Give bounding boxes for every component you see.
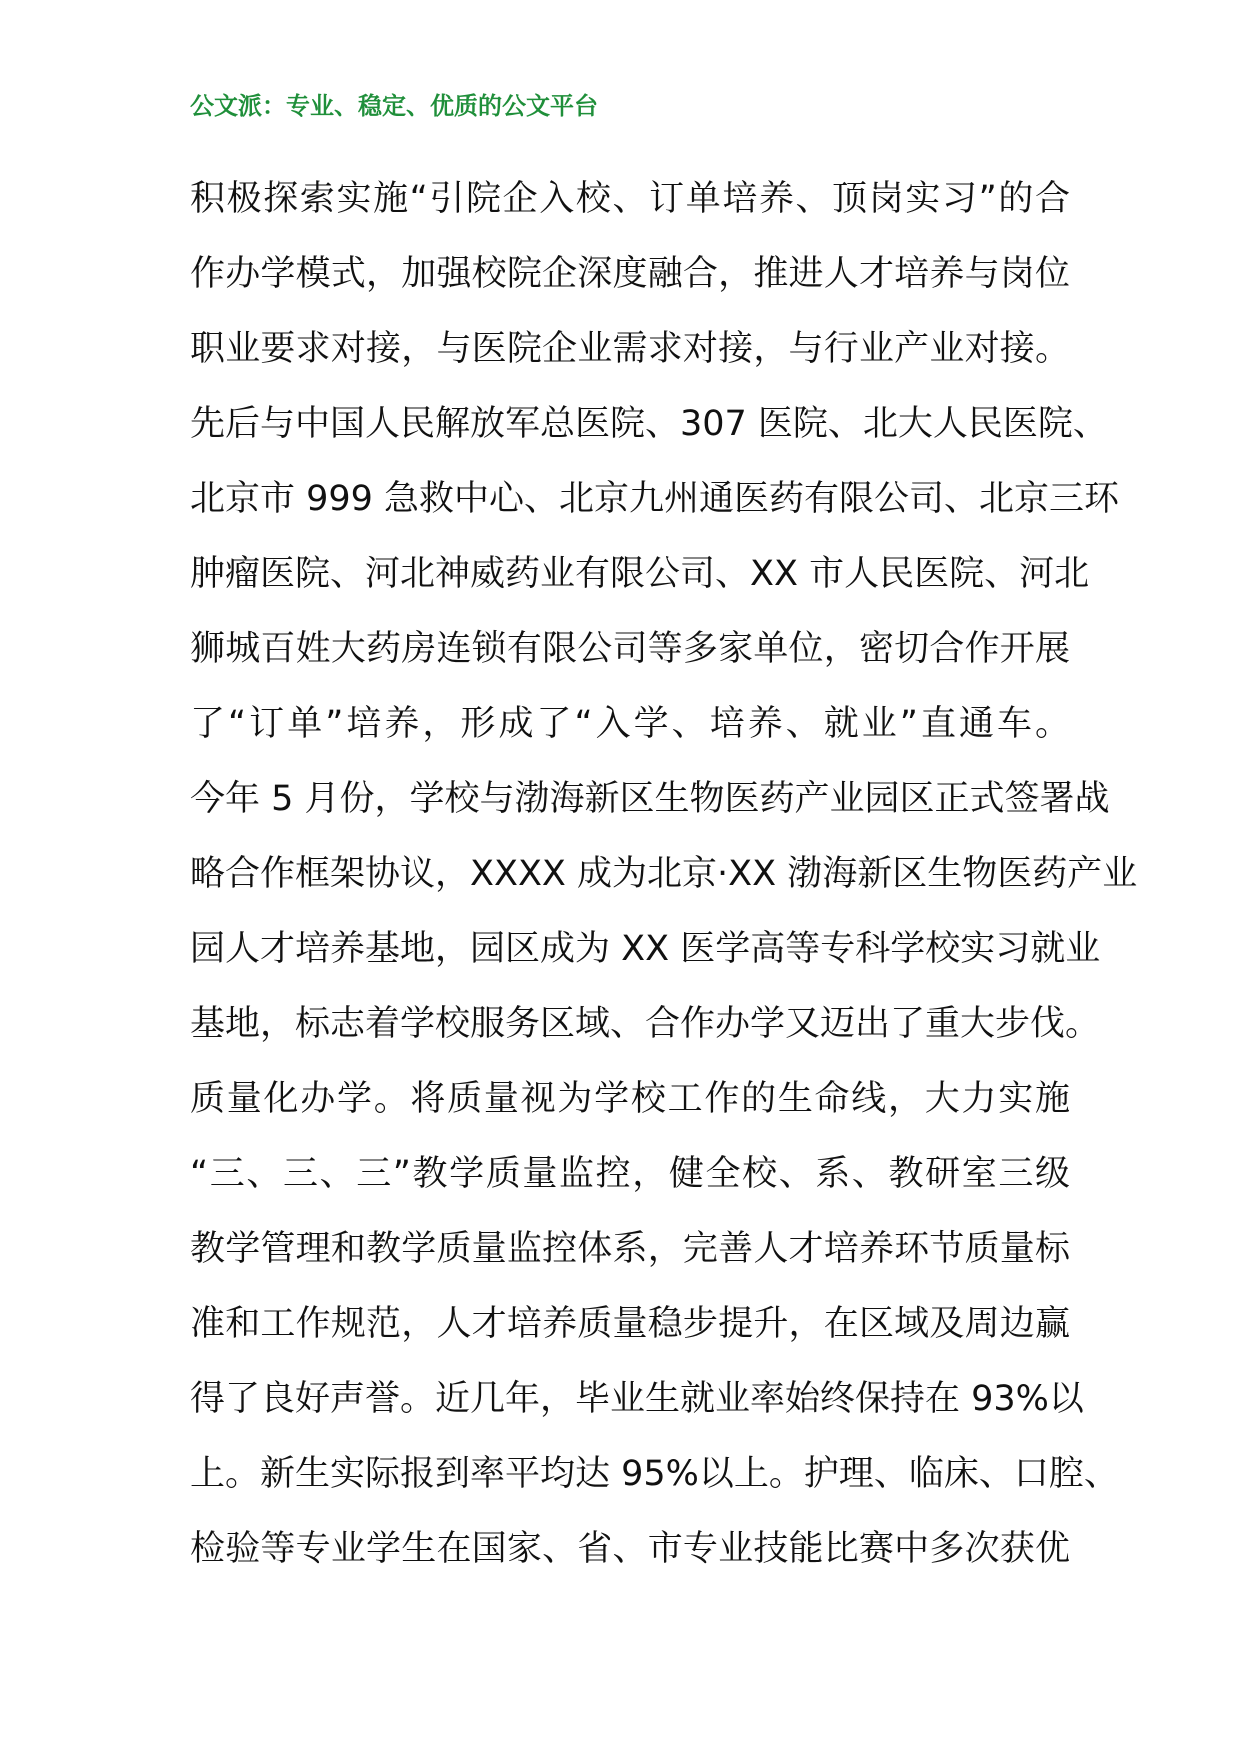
text-line: 准和工作规范，人才培养质量稳步提升，在区域及周边赢: [190, 1304, 1070, 1344]
text-line: 基地，标志着学校服务区域、合作办学又迈出了重大步伐。: [190, 1004, 1101, 1044]
text-line: 北京市 999 急救中心、北京九州通医药有限公司、北京三环: [190, 479, 1120, 519]
text-line: 上。新生实际报到率平均达 95%以上。护理、临床、口腔、: [190, 1454, 1119, 1494]
text-line: 肿瘤医院、河北神威药业有限公司、XX 市人民医院、河北: [190, 554, 1090, 594]
text-line: 先后与中国人民解放军总医院、307 医院、北大人民医院、: [190, 404, 1108, 444]
text-line: 得了良好声誉。近几年，毕业生就业率始终保持在 93%以: [190, 1379, 1084, 1419]
text-line: 今年 5 月份，学校与渤海新区生物医药产业园区正式签署战: [190, 779, 1110, 819]
text-line: 作办学模式，加强校院企深度融合，推进人才培养与岗位: [190, 254, 1070, 294]
header-banner: 公文派：专业、稳定、优质的公文平台: [190, 91, 598, 120]
text-line: 略合作框架协议，XXXX 成为北京·XX 渤海新区生物医药产业: [190, 854, 1138, 894]
paragraph-1: [190, 162, 1138, 1062]
text-line: 园人才培养基地，园区成为 XX 医学高等专科学校实习就业: [190, 929, 1101, 969]
text-line: 质量化办学。将质量视为学校工作的生命线，大力实施: [190, 1079, 1070, 1119]
text-line: 狮城百姓大药房连锁有限公司等多家单位，密切合作开展: [190, 629, 1070, 669]
text-line: 了“订单”培养，形成了“入学、培养、就业”直通车。: [190, 704, 1070, 744]
text-line: 积极探索实施“引院企入校、订单培养、顶岗实习”的合: [190, 179, 1070, 219]
paragraph-2: [190, 1062, 1119, 1587]
text-line: 检验等专业学生在国家、省、市专业技能比赛中多次获优: [190, 1529, 1070, 1569]
document-body: [190, 162, 1138, 1587]
text-line: 教学管理和教学质量监控体系，完善人才培养环节质量标: [190, 1229, 1070, 1269]
text-line: “三、三、三”教学质量监控，健全校、系、教研室三级: [190, 1154, 1070, 1194]
text-line: 职业要求对接，与医院企业需求对接，与行业产业对接。: [190, 329, 1070, 369]
